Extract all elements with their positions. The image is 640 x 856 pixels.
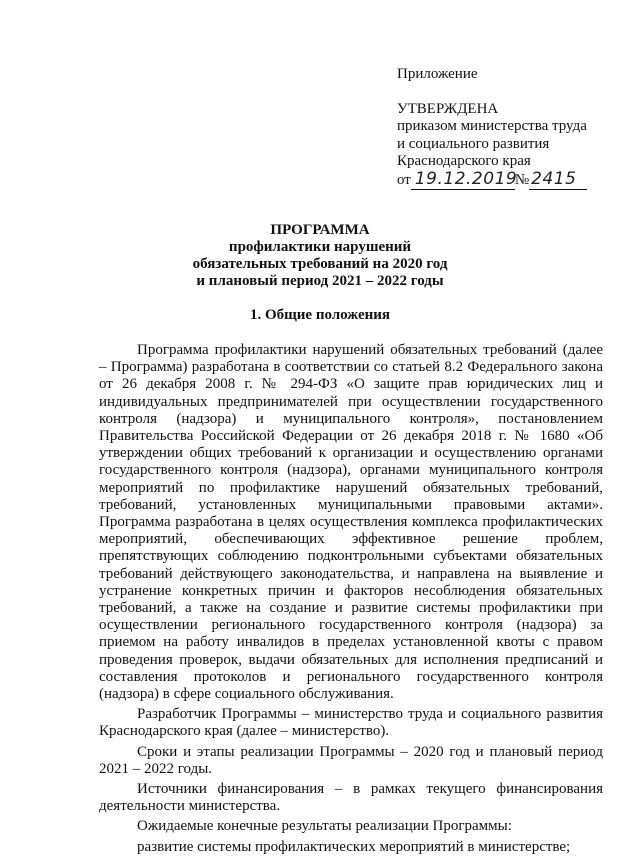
approval-block (397, 66, 627, 190)
document-body (99, 342, 603, 856)
title-line-4: и плановый период 2021 – 2022 годы (196, 273, 444, 289)
title-line-1: ПРОГРАММА (270, 222, 370, 238)
title-line-3: обязательных требований на 2020 год (192, 256, 448, 272)
body-paragraph: Источники финансирования – в рамках текущего финансирования деятельности министерства. (99, 781, 603, 815)
body-paragraph: Программа профилактики нарушений обязательных требований (далее – Программа) разработана в соответствии со статьей 8.2 Федерального закона от 26 декабря 2008 г. № 294-ФЗ «О защите прав юридических лиц и индивидуальных предпринимателей при осуществлении государственного контроля (надзора) и муниципального контроля», постановлением Правительства Российской Федерации от 26 декабря 2018 г. № 1680 «Об утверждении общих требований к организации и осуществлению органами государственного контроля (надзора), органами муниципального контроля мероприятий по профилактике нарушений обязательных требований, требований, установленных муниципальными правовыми актами». Программа разработана в целях осуществления комплекса профилактических мероприятий, обеспечивающих эффективное решение проблем, препятствующих соблюдению подконтрольными субъектами обязательных требований действующего законодательства, и направлена на выявление и устранение конкретных причин и факторов несоблюдения обязательных требований, а также на создание и развитие системы профилактики при осуществлении регионального государственного контроля (надзора) за приемом на работу инвалидов в пределах установленной квоты с правом проведения проверок, выдачи обязательных для исполнения предписаний и составления протоколов и регионального государственного контроля (надзора) в сфере социального обслуживания. (99, 342, 603, 703)
handwritten-number: 2415 (531, 168, 577, 189)
title-line-2: профилактики нарушений (228, 239, 412, 255)
order-date-line (397, 168, 627, 191)
order-line-3: Краснодарского края (397, 153, 531, 169)
date-prefix: от (397, 171, 411, 188)
handwritten-date: 19.12.2019 (414, 168, 518, 189)
appendix-label: Приложение (397, 66, 478, 82)
approved-label: УТВЕРЖДЕНА (397, 100, 499, 117)
number-prefix: № (514, 171, 530, 188)
body-paragraph: Разработчик Программы – министерство труда и социального развития Краснодарского края (далее – министерство). (99, 706, 603, 740)
order-line-1: приказом министерства труда (397, 118, 587, 134)
section-heading: 1. Общие положения (249, 307, 391, 323)
body-paragraph: развитие системы профилактических мероприятий в министерстве; (137, 838, 571, 855)
order-line-2: и социального развития (397, 135, 550, 152)
body-paragraph: Сроки и этапы реализации Программы – 2020 год и плановый период 2021 – 2022 годы. (99, 743, 603, 777)
program-title (0, 222, 640, 290)
body-paragraph: Ожидаемые конечные результаты реализации Программы: (137, 818, 512, 835)
